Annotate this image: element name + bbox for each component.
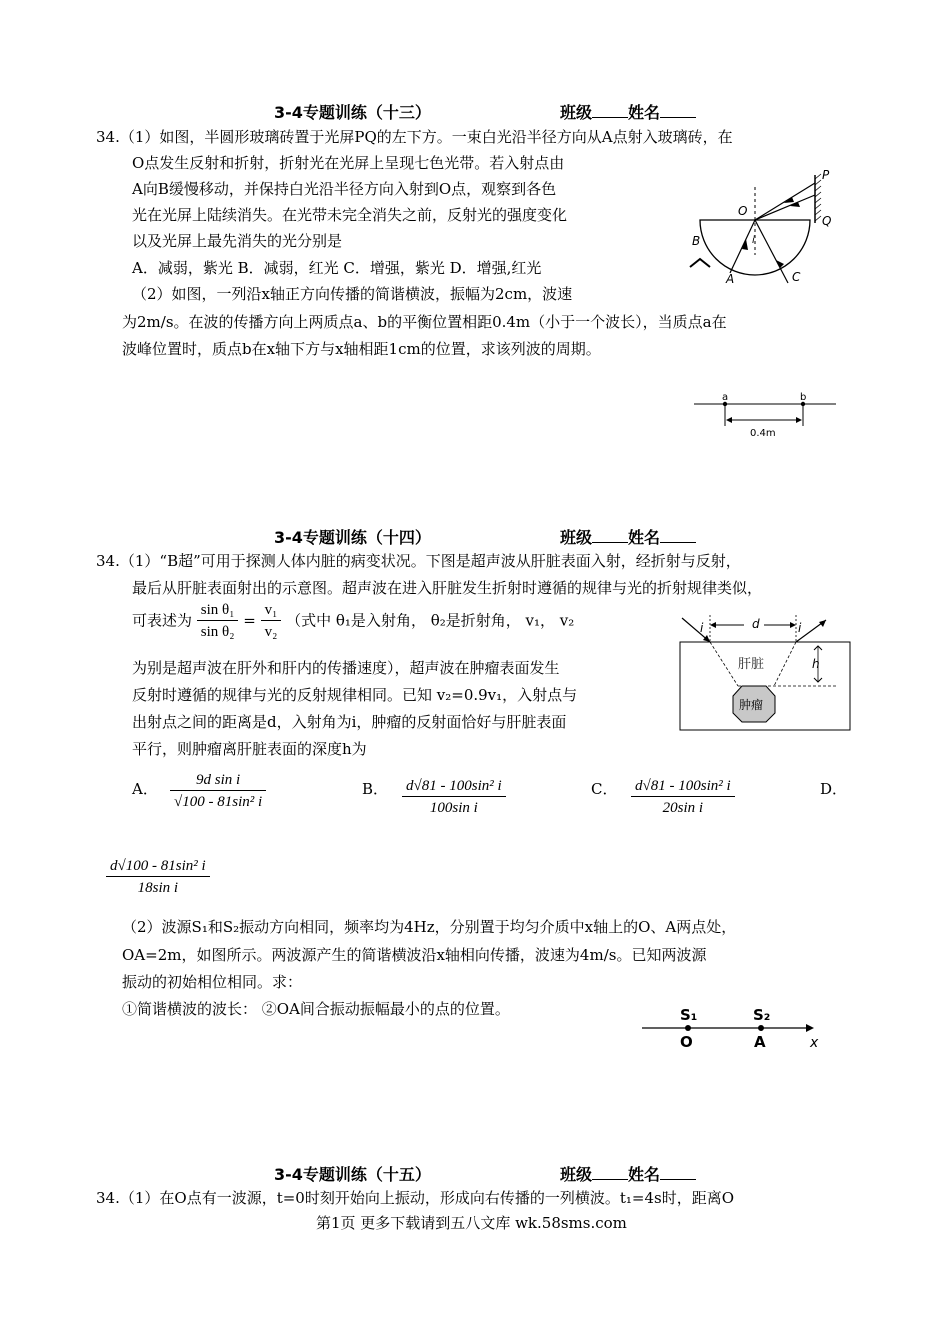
s14-part2-line-4: ①简谐横波的波长： ②OA间合振动振幅最小的点的位置。 bbox=[122, 1000, 510, 1018]
s13-line-3: A向B缓慢移动，并保持白光沿半径方向入射到O点，观察到各色 bbox=[132, 180, 557, 198]
liver-figure bbox=[678, 610, 853, 735]
label-B: B bbox=[692, 234, 701, 248]
s14-formula-line: 可表述为 $\frac{\text{sin θ₁}}{\text{sin θ₂}}$ = $\frac{\text{v₁}}{\text{v₂}}$ （式中 θ₁是入射角， θ₂是折射角， v₁， v₂ bbox=[132, 602, 575, 640]
option-a-label: A． bbox=[132, 780, 158, 798]
label-i2: i bbox=[798, 621, 802, 635]
option-a-frac: $\frac{\text{9d sin i}}{\text{√100 - 81sin² i}}$ bbox=[170, 770, 266, 813]
option-b-frac: $\frac{\text{d√81 - 100sin² i}}{\text{100sin i}}$ bbox=[402, 776, 506, 819]
s14-line-3: 为别是超声波在肝外和肝内的传播速度），超声波在肿瘤表面发生 bbox=[132, 659, 560, 677]
glass-brick-figure bbox=[680, 165, 850, 295]
s13-part2-line-1: （2）如图，一列沿x轴正方向传播的简谐横波，振幅为2cm，波速 bbox=[132, 285, 573, 303]
section15-class-name: 班级 姓名 bbox=[560, 1162, 696, 1185]
option-d-label: D． bbox=[820, 780, 848, 798]
s14-line-5: 出射点之间的距离是d，入射角为i，肿瘤的反射面恰好与肝脏表面 bbox=[132, 713, 567, 731]
section13-class-name: 班级 姓名 bbox=[560, 100, 696, 123]
s13-part2-line-2: 为2m/s。在波的传播方向上两质点a、b的平衡位置相距0.4m（小于一个波长），当质点a在 bbox=[122, 313, 727, 331]
s13-line-4: 光在光屏上陆续消失。在光带未完全消失之前，反射光的强度变化 bbox=[132, 206, 568, 224]
s14-line-1: 34.（1）“B超”可用于探测人体内脏的病变状况。下图是超声波从肝脏表面入射，经折射与反射， bbox=[96, 552, 741, 570]
label-o: O bbox=[680, 1033, 693, 1051]
label-b: b bbox=[800, 392, 807, 403]
option-b-label: B． bbox=[362, 780, 389, 798]
label-liver: 肝脏 bbox=[738, 657, 765, 672]
s13-line-2: O点发生反射和折射，折射光在光屏上呈现七色光带。若入射点由 bbox=[132, 154, 565, 172]
s14-part2-line-3: 振动的初始相位相同。求： bbox=[122, 973, 303, 991]
label-a: a bbox=[722, 392, 729, 403]
s13-options: A．减弱，紫光 B．减弱，红光 C．增强，紫光 D．增强,红光 bbox=[132, 259, 542, 277]
label-s1: S₁ bbox=[680, 1006, 698, 1024]
axis-s1-s2-figure bbox=[640, 1002, 830, 1052]
page-footer: 第1页 更多下载请到五八文库 wk.58sms.com bbox=[316, 1214, 627, 1232]
label-tumor: 肿瘤 bbox=[739, 698, 764, 712]
s14-part2-line-2: OA=2m，如图所示。两波源产生的简谐横波沿x轴相向传播，波速为4m/s。已知两波源 bbox=[122, 946, 707, 964]
label-dist: 0.4m bbox=[750, 428, 776, 439]
option-c-label: C． bbox=[591, 780, 618, 798]
label-s2: S₂ bbox=[753, 1006, 771, 1024]
s15-line-1: 34.（1）在O点有一波源，t=0时刻开始向上振动，形成向右传播的一列横波。t₁=4s时，距离O bbox=[96, 1189, 734, 1207]
label-d: d bbox=[752, 617, 760, 631]
s13-part2-line-3: 波峰位置时，质点b在x轴下方与x轴相距1cm的位置，求该列波的周期。 bbox=[122, 340, 601, 358]
option-d-frac: $\frac{\text{d√100 - 81sin² i}}{\text{18sin i}}$ bbox=[106, 856, 210, 899]
label-C: C bbox=[792, 270, 801, 284]
wave-ab-figure bbox=[690, 390, 840, 440]
s14-line-6: 平行，则肿瘤离肝脏表面的深度h为 bbox=[132, 740, 367, 758]
label-O: O bbox=[738, 204, 748, 218]
s14-part2-line-1: （2）波源S₁和S₂振动方向相同，频率均为4Hz，分别置于均匀介质中x轴上的O、A两点处， bbox=[122, 918, 737, 936]
label-a-point: A bbox=[754, 1033, 766, 1051]
section13-title: 3-4专题训练（十三） bbox=[274, 103, 431, 122]
label-i: i bbox=[752, 235, 755, 246]
s13-line-5: 以及光屏上最先消失的光分别是 bbox=[132, 232, 343, 250]
section15-title: 3-4专题训练（十五） bbox=[274, 1165, 431, 1184]
s14-line-4: 反射时遵循的规律与光的反射规律相同。已知 v₂=0.9v₁，入射点与 bbox=[132, 686, 578, 704]
label-i1: i bbox=[700, 621, 704, 635]
label-Q: Q bbox=[822, 214, 832, 228]
section14-title: 3-4专题训练（十四） bbox=[274, 528, 431, 547]
label-x: x bbox=[810, 1035, 819, 1051]
s14-line-2: 最后从肝脏表面射出的示意图。超声波在进入肝脏发生折射时遵循的规律与光的折射规律类似， bbox=[132, 579, 763, 597]
label-A: A bbox=[726, 272, 735, 286]
label-P: P bbox=[822, 168, 830, 182]
s13-line-1: 34.（1）如图，半圆形玻璃砖置于光屏PQ的左下方。一束白光沿半径方向从A点射入玻璃砖，在 bbox=[96, 128, 733, 146]
section14-class-name: 班级 姓名 bbox=[560, 525, 696, 548]
label-h: h bbox=[812, 657, 820, 671]
option-c-frac: $\frac{\text{d√81 - 100sin² i}}{\text{20sin i}}$ bbox=[631, 776, 735, 819]
